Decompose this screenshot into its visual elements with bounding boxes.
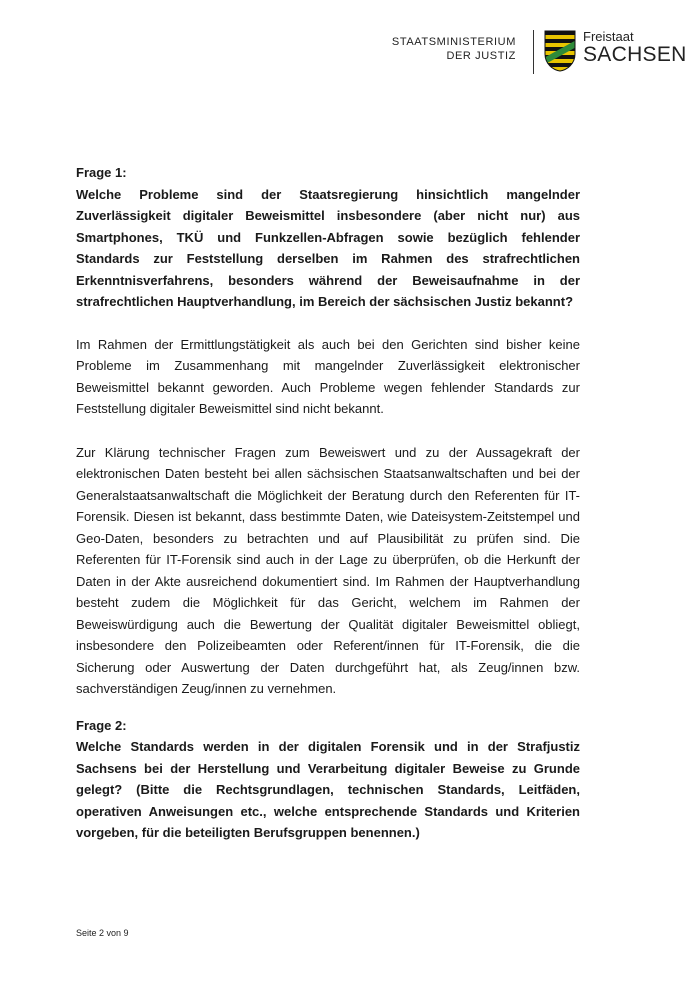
question-2-heading: Frage 2:: [76, 717, 127, 733]
state-line-1: Freistaat: [583, 29, 634, 44]
question-1-text: Welche Probleme sind der Staatsregierung hinsichtlich mangelnder Zuverlässigkeit digitaler Beweismittel insbesondere (aber nicht nur) aus Smartphones, TKÜ und Funkzellen-Abfragen sowie bezüglich fehlender Standards zur Feststellung derselben im Rahmen des strafrechtlichen Erkenntnisverfahrens, besonders während der Beweisaufnahme in der strafrechtlichen Hauptverhandlung, im Bereich der sächsischen Justiz bekannt?: [76, 186, 580, 309]
spacer: [76, 700, 580, 715]
header-divider: [533, 30, 534, 74]
state-line-2: SACHSEN: [583, 43, 687, 66]
question-1-heading: Frage 1:: [76, 165, 127, 180]
spacer: [76, 313, 580, 334]
spacer: [76, 420, 580, 442]
answer-1-paragraph-2: Zur Klärung technischer Fragen zum Beweiswert und zu der Aussagekraft der elektronischen Daten besteht bei allen sächsischen Staatsanwaltschaften und bei der Generalstaatsanwaltschaft die Möglichkeit der Beratung durch den Referenten für IT-Forensik. Diesen ist bekannt, dass bestimmte Daten, wie Dateisystem-Zeitstempel und Geo-Daten, besonders zu betrachten und auf Plausibilität zu prüfen sind. Die Referenten für IT-Forensik sind auch in der Lage zu überprüfen, ob die Herkunft der Daten in der Akte ausreichend dokumentiert sind. Im Rahmen der Hauptverhandlung besteht zudem die Möglichkeit für das Gericht, welchem im Rahmen der Beweiswürdigung auch die Bewertung der Qualität digitaler Beweismittel obliegt, insbesondere den Polizeibeamten oder Referent/innen für IT-Forensik, die die Sicherung oder Auswertung der Daten durchgeführt hat, als Zeug/innen bzw. sachverständigen Zeug/innen zu vernehmen.: [76, 444, 580, 696]
ministry-name: [392, 35, 516, 63]
saxony-coat-of-arms-icon: [544, 30, 576, 77]
ministry-line-1: STAATSMINISTERIUM: [391, 36, 516, 48]
ministry-line-2: DER JUSTIZ: [446, 50, 516, 62]
document-body: [76, 162, 580, 844]
state-name: [583, 30, 687, 66]
letterhead: [380, 28, 690, 80]
answer-1-paragraph-1: Im Rahmen der Ermittlungstätigkeit als auch bei den Gerichten sind bisher keine Probleme im Zusammenhang mit mangelnder Zuverlässigkeit elektronischer Beweismittel bekannt geworden. Auch Probleme wegen fehlender Standards zur Feststellung digitaler Beweismittel sind nicht bekannt.: [76, 336, 580, 416]
page-number: Seite 2 von 9: [76, 928, 129, 938]
question-2-text: Welche Standards werden in der digitalen Forensik und in der Strafjustiz Sachsens bei der Herstellung und Verarbeitung digitaler Beweise zu Grunde gelegt? (Bitte die Rechtsgrundlagen, technischen Standards, Leitfäden, operativen Anweisungen etc., welche entsprechende Standards und Kriterien vorgeben, für die beteiligten Berufsgruppen benennen.): [76, 739, 580, 840]
